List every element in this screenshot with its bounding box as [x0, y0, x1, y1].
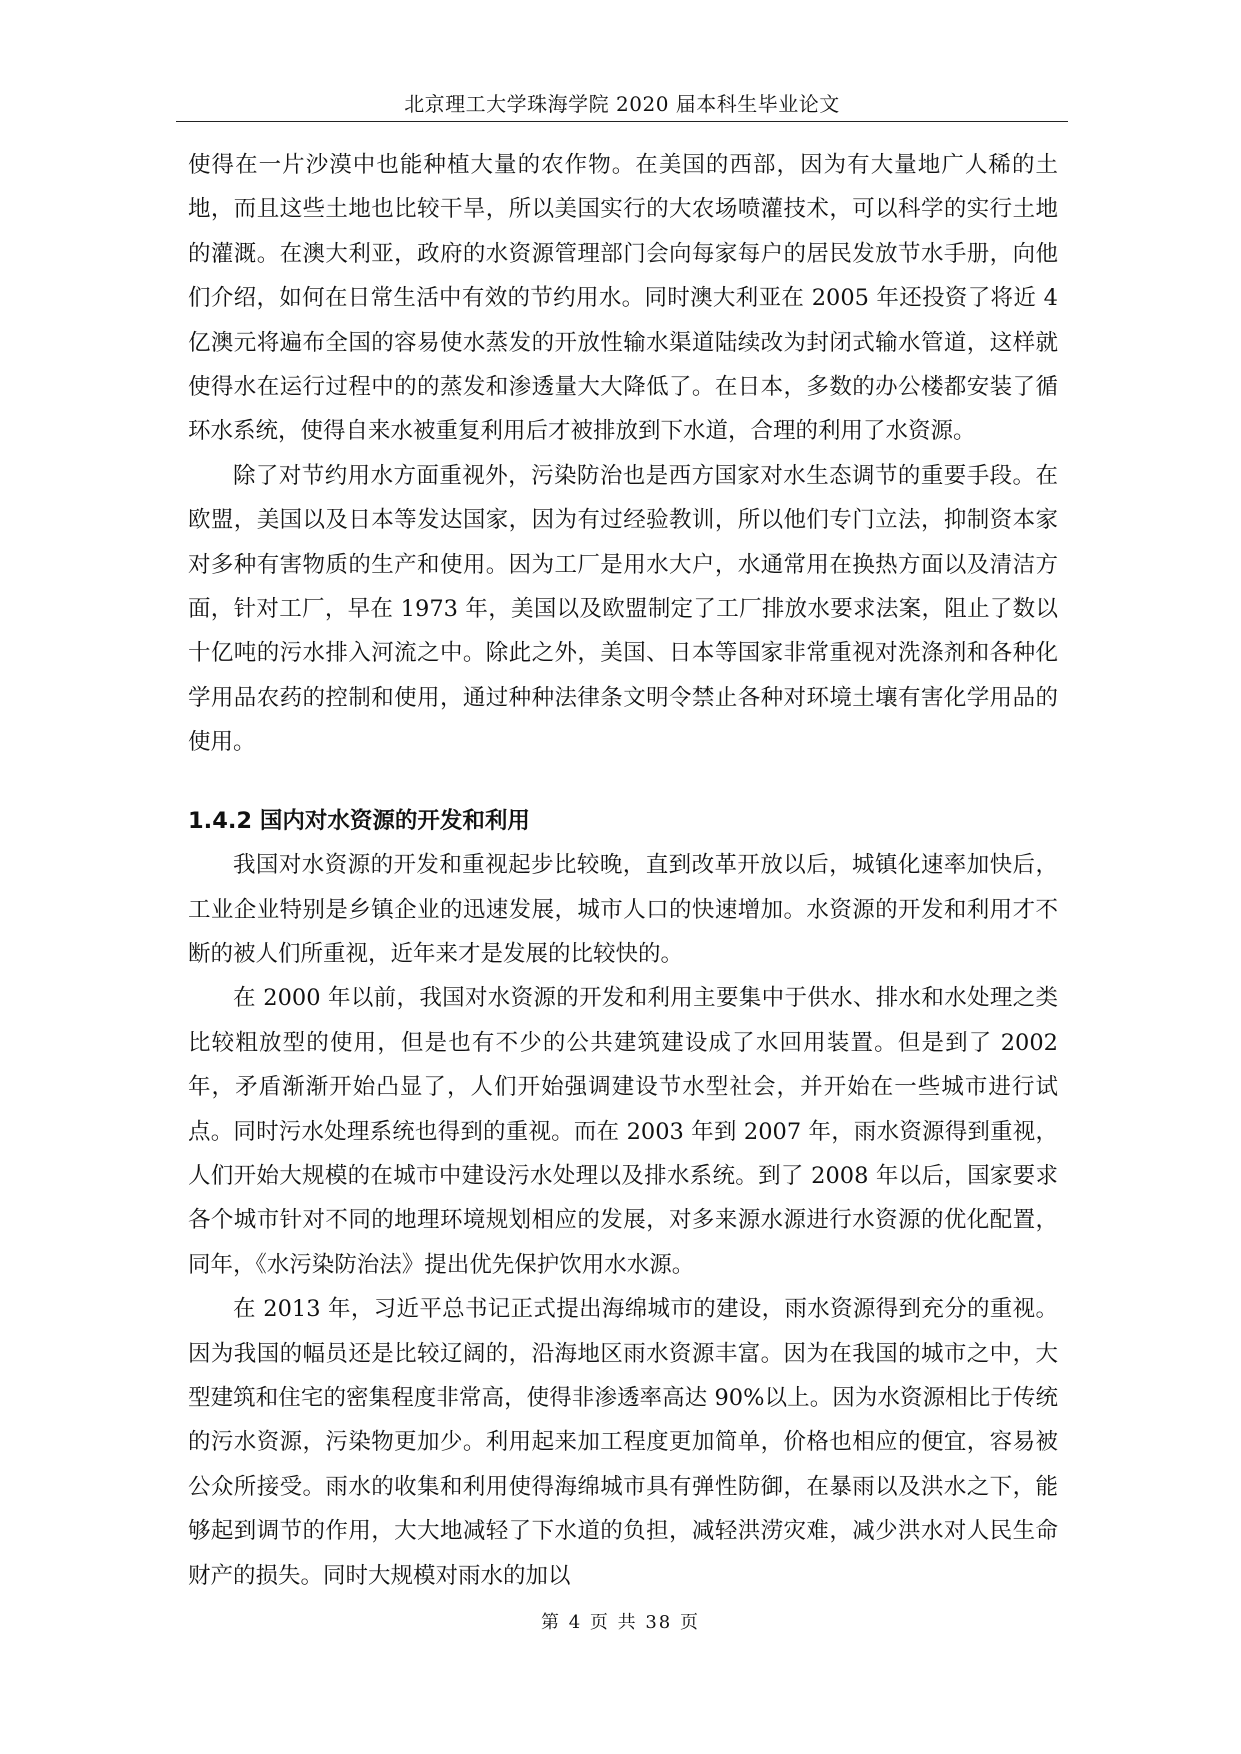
document-body: [188, 143, 1058, 1598]
paragraph-sponge-city: 在 2013 年，习近平总书记正式提出海绵城市的建设，雨水资源得到充分的重视。因为我国的幅员还是比较辽阔的，沿海地区雨水资源丰富。因为在我国的城市之中，大型建筑和住宅的密集程度非常高，使得非渗透率高达 90%以上。因为水资源相比于传统的污水资源，污染物更加少。利用起来加工程度更加简单，价格也相应的便宜，容易被公众所接受。雨水的收集和利用使得海绵城市具有弹性防御，在暴雨以及洪水之下，能够起到调节的作用，大大地减轻了下水道的负担，减轻洪涝灾难，减少洪水对人民生命财产的损失。同时大规模对雨水的加以: [188, 1296, 1058, 1589]
paragraph-continuation: 使得在一片沙漠中也能种植大量的农作物。在美国的西部，因为有大量地广人稀的土地，而且这些土地也比较干旱，所以美国实行的大农场喷灌技术，可以科学的实行土地的灌溉。在澳大利亚，政府的水资源管理部门会向每家每户的居民发放节水手册，向他们介绍，如何在日常生活中有效的节约用水。同时澳大利亚在 2005 年还投资了将近 4 亿澳元将遍布全国的容易使水蒸发的开放性输水渠道陆续改为封闭式输水管道，这样就使得水在运行过程中的的蒸发和渗透量大大降低了。在日本，多数的办公楼都安装了循环水系统，使得自来水被重复利用后才被排放到下水道，合理的利用了水资源。: [188, 152, 1058, 445]
section-heading: 1.4.2 国内对水资源的开发和利用: [188, 807, 530, 834]
page-number: 第 4 页 共 38 页: [541, 1612, 700, 1633]
paragraph-domestic-development: 我国对水资源的开发和重视起步比较晚，直到改革开放以后，城镇化速率加快后，工业企业特别是乡镇企业的迅速发展，城市人口的快速增加。水资源的开发和利用才不断的被人们所重视，近年来才是发展的比较快的。: [188, 852, 1058, 967]
page-header: 北京理工大学珠海学院 2020 届本科生毕业论文: [404, 92, 840, 116]
paragraph-pollution-control: 除了对节约用水方面重视外，污染防治也是西方国家对水生态调节的重要手段。在欧盟，美国以及日本等发达国家，因为有过经验教训，所以他们专门立法，抑制资本家对多种有害物质的生产和使用。因为工厂是用水大户，水通常用在换热方面以及清洁方面，针对工厂，早在 1973 年，美国以及欧盟制定了工厂排放水要求法案，阻止了数以十亿吨的污水排入河流之中。除此之外，美国、日本等国家非常重视对洗涤剂和各种化学用品农药的控制和使用，通过种种法律条文明令禁止各种对环境土壤有害化学用品的使用。: [188, 462, 1058, 756]
header-divider: [176, 121, 1068, 122]
paragraph-timeline: 在 2000 年以前，我国对水资源的开发和利用主要集中于供水、排水和水处理之类比较粗放型的使用，但是也有不少的公共建筑建设成了水回用装置。但是到了 2002 年，矛盾渐渐开始凸显了，人们开始强调建设节水型社会，并开始在一些城市进行试点。同时污水处理系统也得到的重视。而在 2003 年到 2007 年，雨水资源得到重视，人们开始大规模的在城市中建设污水处理以及排水系统。到了 2008 年以后，国家要求各个城市针对不同的地理环境规划相应的发展，对多来源水源进行水资源的优化配置，同年，《水污染防治法》提出优先保护饮用水水源。: [188, 985, 1058, 1278]
